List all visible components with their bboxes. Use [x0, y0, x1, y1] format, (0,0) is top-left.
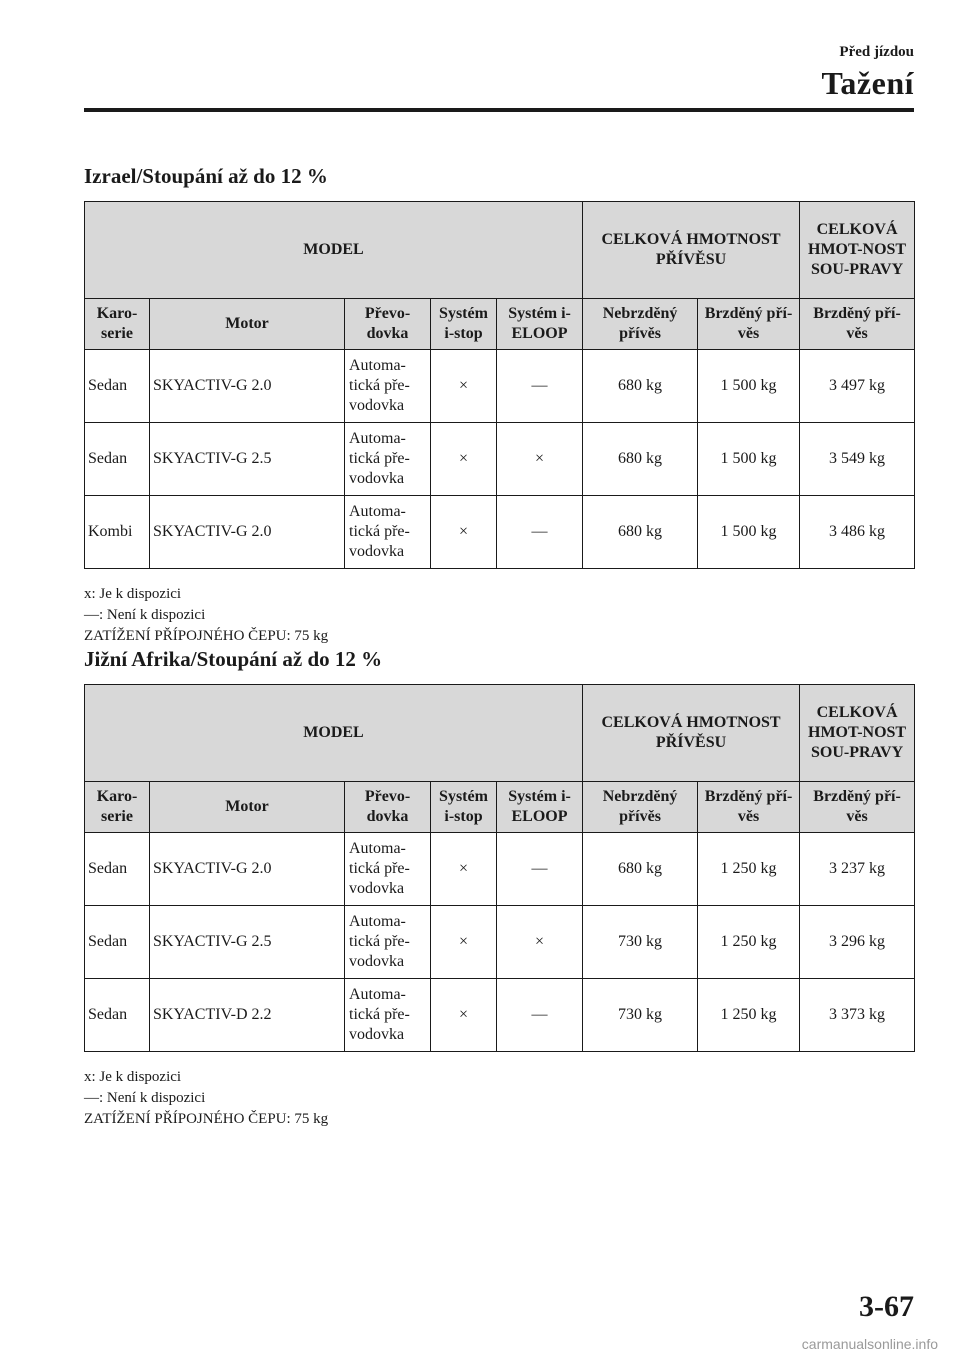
- table-title: Jižní Afrika/Stoupání až do 12 %: [84, 647, 383, 671]
- cell-istop: ×: [431, 906, 497, 979]
- header-total-combo: CELKOVÁ HMOT-NOST SOU-PRAVY: [800, 202, 915, 299]
- table-row: [85, 423, 915, 496]
- cell-combo: 3 549 kg: [800, 423, 915, 496]
- table-row: [85, 979, 915, 1052]
- header-rule: [84, 108, 914, 112]
- cell-body: Sedan: [85, 423, 150, 496]
- cell-istop: ×: [431, 496, 497, 569]
- cell-gear: Automa- tická pře- vodovka: [345, 833, 431, 906]
- header-unbraked: Nebrzděný přívěs: [583, 782, 698, 833]
- cell-body: Sedan: [85, 906, 150, 979]
- cell-braked: 1 250 kg: [698, 979, 800, 1052]
- header-istop: Systém i-stop: [431, 299, 497, 350]
- cell-istop: ×: [431, 979, 497, 1052]
- spec-table: [84, 684, 915, 1052]
- cell-istop: ×: [431, 350, 497, 423]
- cell-braked: 1 500 kg: [698, 350, 800, 423]
- cell-unbraked: 680 kg: [583, 423, 698, 496]
- page-header: [822, 44, 915, 102]
- cell-combo: 3 497 kg: [800, 350, 915, 423]
- header-body: Karo-serie: [85, 782, 150, 833]
- cell-body: Sedan: [85, 979, 150, 1052]
- cell-body: Sedan: [85, 350, 150, 423]
- cell-unbraked: 730 kg: [583, 906, 698, 979]
- cell-engine: SKYACTIV-G 2.5: [150, 906, 345, 979]
- note-tongue-load: ZATÍŽENÍ PŘÍPOJNÉHO ČEPU: 75 kg: [84, 628, 329, 644]
- header-engine: Motor: [150, 782, 345, 833]
- cell-unbraked: 730 kg: [583, 979, 698, 1052]
- cell-braked: 1 500 kg: [698, 496, 800, 569]
- cell-unbraked: 680 kg: [583, 496, 698, 569]
- header-total-trailer: CELKOVÁ HMOTNOST PŘÍVĚSU: [583, 202, 800, 299]
- cell-ieloop: —: [497, 350, 583, 423]
- cell-ieloop: ×: [497, 423, 583, 496]
- cell-braked: 1 250 kg: [698, 833, 800, 906]
- cell-gear: Automa- tická pře- vodovka: [345, 906, 431, 979]
- note-available: x: Je k dispozici: [84, 586, 182, 602]
- cell-combo: 3 486 kg: [800, 496, 915, 569]
- header-ieloop: Systém i-ELOOP: [497, 299, 583, 350]
- table-row: [85, 833, 915, 906]
- cell-ieloop: —: [497, 979, 583, 1052]
- table-title: Izrael/Stoupání až do 12 %: [84, 164, 328, 188]
- cell-unbraked: 680 kg: [583, 350, 698, 423]
- cell-body: Kombi: [85, 496, 150, 569]
- table-notes: [84, 1067, 328, 1130]
- cell-combo: 3 237 kg: [800, 833, 915, 906]
- table-row: [85, 906, 915, 979]
- cell-unbraked: 680 kg: [583, 833, 698, 906]
- watermark: carmanualsonline.info: [801, 1336, 938, 1352]
- header-gear: Převo-dovka: [345, 782, 431, 833]
- header-ieloop: Systém i-ELOOP: [497, 782, 583, 833]
- cell-engine: SKYACTIV-G 2.5: [150, 423, 345, 496]
- cell-gear: Automa- tická pře- vodovka: [345, 350, 431, 423]
- page-number: 3-67: [859, 1290, 914, 1323]
- header-braked-combo: Brzděný pří-věs: [800, 782, 915, 833]
- cell-gear: Automa- tická pře- vodovka: [345, 423, 431, 496]
- cell-engine: SKYACTIV-G 2.0: [150, 496, 345, 569]
- cell-braked: 1 250 kg: [698, 906, 800, 979]
- header-istop: Systém i-stop: [431, 782, 497, 833]
- header-model: MODEL: [85, 202, 583, 299]
- cell-body: Sedan: [85, 833, 150, 906]
- cell-braked: 1 500 kg: [698, 423, 800, 496]
- cell-gear: Automa- tická pře- vodovka: [345, 979, 431, 1052]
- table-row: [85, 496, 915, 569]
- header-body: Karo-serie: [85, 299, 150, 350]
- spec-table: [84, 201, 915, 569]
- table-row: [85, 350, 915, 423]
- note-tongue-load: ZATÍŽENÍ PŘÍPOJNÉHO ČEPU: 75 kg: [84, 1111, 329, 1127]
- note-unavailable: —: Není k dispozici: [84, 1090, 206, 1106]
- cell-combo: 3 296 kg: [800, 906, 915, 979]
- cell-ieloop: —: [497, 496, 583, 569]
- header-unbraked: Nebrzděný přívěs: [583, 299, 698, 350]
- note-available: x: Je k dispozici: [84, 1069, 182, 1085]
- header-braked-combo: Brzděný pří-věs: [800, 299, 915, 350]
- cell-ieloop: —: [497, 833, 583, 906]
- cell-istop: ×: [431, 833, 497, 906]
- header-total-combo: CELKOVÁ HMOT-NOST SOU-PRAVY: [800, 685, 915, 782]
- header-total-trailer: CELKOVÁ HMOTNOST PŘÍVĚSU: [583, 685, 800, 782]
- header-gear: Převo-dovka: [345, 299, 431, 350]
- cell-ieloop: ×: [497, 906, 583, 979]
- header-braked: Brzděný pří-věs: [698, 782, 800, 833]
- table-notes: [84, 584, 328, 647]
- header-braked: Brzděný pří-věs: [698, 299, 800, 350]
- cell-gear: Automa- tická pře- vodovka: [345, 496, 431, 569]
- cell-engine: SKYACTIV-D 2.2: [150, 979, 345, 1052]
- header-model: MODEL: [85, 685, 583, 782]
- header-engine: Motor: [150, 299, 345, 350]
- chapter-title: Před jízdou: [839, 44, 914, 60]
- cell-engine: SKYACTIV-G 2.0: [150, 833, 345, 906]
- cell-combo: 3 373 kg: [800, 979, 915, 1052]
- note-unavailable: —: Není k dispozici: [84, 607, 206, 623]
- cell-engine: SKYACTIV-G 2.0: [150, 350, 345, 423]
- section-title: Tažení: [821, 65, 914, 101]
- cell-istop: ×: [431, 423, 497, 496]
